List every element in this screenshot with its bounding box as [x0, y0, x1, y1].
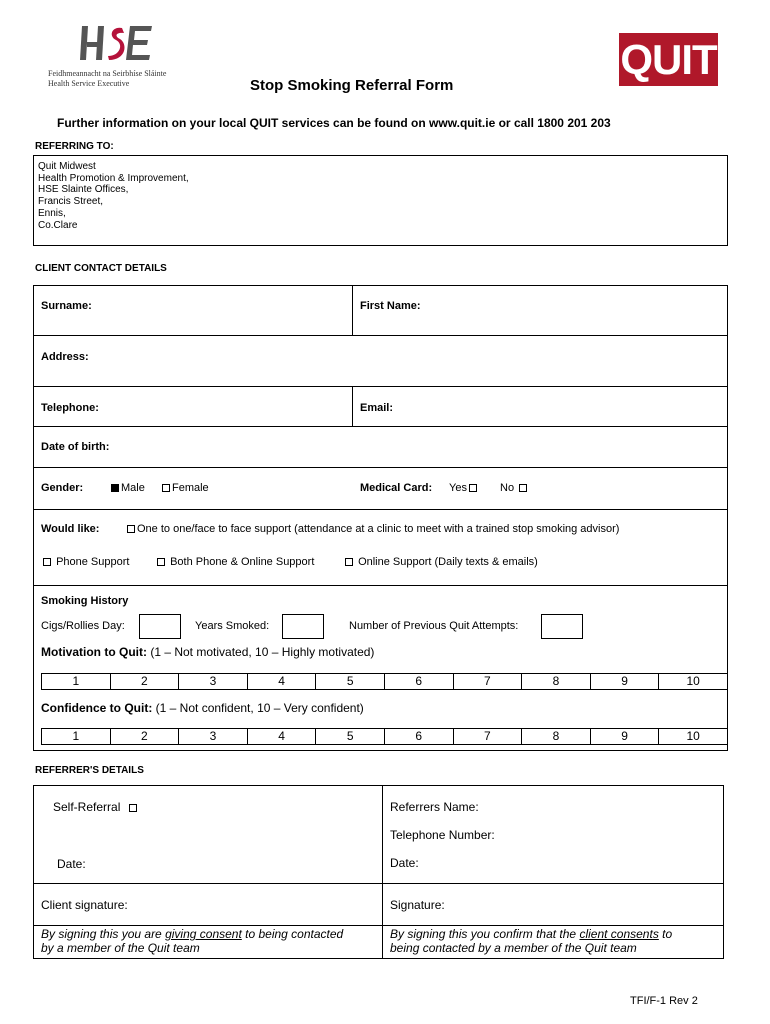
dob-label: Date of birth: — [41, 441, 110, 453]
hse-logo-icon — [78, 22, 158, 64]
consent-left-part: to being contacted — [241, 927, 344, 941]
confidence-option[interactable]: 9 — [590, 729, 659, 744]
referrer-signature-field[interactable] — [455, 890, 715, 920]
client-signature-field[interactable] — [140, 890, 375, 920]
motivation-option[interactable]: 2 — [110, 674, 179, 689]
motivation-heading — [41, 645, 374, 659]
consent-left-part: By signing this you are — [41, 927, 166, 941]
address-label: Address: — [41, 351, 89, 363]
medical-card-no-option[interactable] — [500, 482, 529, 494]
motivation-option[interactable]: 3 — [178, 674, 247, 689]
one-to-one-checkbox[interactable] — [127, 525, 135, 533]
medical-card-label: Medical Card: — [360, 482, 433, 494]
page-title: Stop Smoking Referral Form — [250, 77, 454, 94]
years-label: Years Smoked: — [195, 620, 270, 632]
yes-label: Yes — [449, 482, 467, 494]
referring-line: HSE Slainte Offices, — [38, 184, 129, 196]
date-right-label: Date: — [390, 856, 419, 870]
referring-to-label: REFERRING TO: — [35, 141, 114, 152]
telephone-label: Telephone: — [41, 402, 99, 414]
phone-support-checkbox[interactable] — [43, 558, 51, 566]
attempts-input[interactable] — [541, 614, 583, 639]
date-left-label: Date: — [57, 857, 86, 871]
consent-right-part: being contacted by a member of the Quit team — [390, 941, 637, 955]
telephone-number-label: Telephone Number: — [390, 828, 495, 842]
confidence-option[interactable]: 2 — [110, 729, 179, 744]
hse-irish-name: Feidhmeannacht na Seirbhíse Sláinte — [48, 69, 167, 78]
consent-left-part: by a member of the Quit team — [41, 941, 200, 955]
would-like-label: Would like: — [41, 523, 100, 535]
quit-logo — [619, 33, 718, 86]
first-name-label: First Name: — [360, 300, 421, 312]
confidence-scale — [41, 728, 728, 745]
hse-english-name: Health Service Executive — [48, 79, 130, 88]
email-field[interactable] — [405, 392, 720, 420]
male-label: Male — [121, 482, 145, 494]
confidence-option[interactable]: 4 — [247, 729, 316, 744]
online-support-checkbox[interactable] — [345, 558, 353, 566]
one-to-one-label: One to one/face to face support (attendance at a clinic to meet with a trained stop smoking advisor) — [137, 523, 620, 535]
surname-field[interactable] — [120, 292, 345, 328]
online-support-option[interactable] — [343, 556, 538, 568]
confidence-option[interactable]: 10 — [658, 729, 727, 744]
consent-right-text — [390, 927, 672, 955]
referrer-section-label: REFERRER'S DETAILS — [35, 765, 144, 776]
confidence-option[interactable]: 6 — [384, 729, 453, 744]
medical-card-yes-option[interactable] — [449, 482, 479, 494]
cigs-label: Cigs/Rollies Day: — [41, 620, 125, 632]
confidence-option[interactable]: 1 — [72, 729, 80, 743]
gender-male-option[interactable] — [109, 482, 145, 494]
motivation-option[interactable]: 4 — [247, 674, 316, 689]
address-field[interactable] — [110, 340, 720, 380]
motivation-scale — [41, 673, 728, 690]
confidence-option[interactable]: 7 — [453, 729, 522, 744]
yes-checkbox[interactable] — [469, 484, 477, 492]
referring-line: Co.Clare — [38, 219, 78, 231]
referrers-name-label: Referrers Name: — [390, 800, 479, 814]
motivation-desc: (1 – Not motivated, 10 – Highly motivated) — [150, 645, 375, 659]
smoking-history-label: Smoking History — [41, 595, 129, 607]
motivation-option[interactable]: 5 — [315, 674, 384, 689]
email-label: Email: — [360, 402, 394, 414]
info-line: Further information on your local QUIT services can be found on www.quit.ie or call 1800 201 203 — [57, 116, 611, 130]
confidence-label: Confidence to Quit: — [41, 701, 153, 715]
consent-right-part: to — [658, 927, 673, 941]
years-input[interactable] — [282, 614, 324, 639]
one-to-one-option[interactable] — [125, 523, 619, 535]
motivation-option[interactable]: 6 — [384, 674, 453, 689]
phone-support-option[interactable] — [41, 556, 129, 568]
female-label: Female — [172, 482, 209, 494]
both-support-label: Both Phone & Online Support — [170, 556, 315, 568]
telephone-field[interactable] — [120, 392, 345, 420]
consent-left-text — [41, 927, 343, 955]
self-referral-checkbox[interactable] — [129, 804, 137, 812]
self-referral-label: Self-Referral — [53, 800, 121, 814]
attempts-label: Number of Previous Quit Attempts: — [349, 620, 519, 632]
confidence-option[interactable]: 5 — [315, 729, 384, 744]
male-checkbox[interactable] — [111, 484, 119, 492]
dob-field[interactable] — [125, 432, 720, 460]
referring-to-box — [33, 155, 728, 246]
female-checkbox[interactable] — [162, 484, 170, 492]
consent-right-underline: client consents — [579, 927, 659, 941]
consent-right-part: By signing this you confirm that the — [390, 927, 580, 941]
hse-logo — [48, 22, 167, 90]
no-label: No — [500, 482, 515, 494]
consent-left-underline: giving consent — [165, 927, 242, 941]
quit-logo-text: QUIT — [620, 36, 717, 83]
confidence-option[interactable]: 8 — [521, 729, 590, 744]
referring-line: Francis Street, — [38, 196, 104, 208]
surname-label: Surname: — [41, 300, 92, 312]
signature-label: Signature: — [390, 898, 445, 912]
confidence-option[interactable]: 3 — [178, 729, 247, 744]
both-support-checkbox[interactable] — [157, 558, 165, 566]
client-section-label: CLIENT CONTACT DETAILS — [35, 263, 167, 274]
referring-line: Ennis, — [38, 207, 66, 219]
online-support-label: Online Support (Daily texts & emails) — [358, 556, 538, 568]
first-name-field[interactable] — [440, 292, 720, 328]
referring-line: Quit Midwest — [38, 161, 96, 172]
referring-line: Health Promotion & Improvement, — [38, 172, 189, 184]
gender-female-option[interactable] — [160, 482, 209, 494]
motivation-label: Motivation to Quit: — [41, 645, 147, 659]
footer-revision: TFI/F-1 Rev 2 — [630, 995, 698, 1007]
confidence-desc: (1 – Not confident, 10 – Very confident) — [155, 701, 364, 715]
client-signature-label: Client signature: — [41, 898, 128, 912]
motivation-option[interactable]: 1 — [72, 674, 80, 688]
both-support-option[interactable] — [155, 556, 314, 568]
motivation-option[interactable]: 9 — [590, 674, 659, 689]
self-referral-option[interactable] — [53, 800, 139, 814]
no-checkbox[interactable] — [519, 484, 527, 492]
motivation-option[interactable]: 10 — [658, 674, 727, 689]
cigs-input[interactable] — [139, 614, 181, 639]
motivation-option[interactable]: 7 — [453, 674, 522, 689]
phone-support-label: Phone Support — [56, 556, 130, 568]
confidence-heading — [41, 701, 364, 715]
gender-label: Gender: — [41, 482, 84, 494]
motivation-option[interactable]: 8 — [521, 674, 590, 689]
